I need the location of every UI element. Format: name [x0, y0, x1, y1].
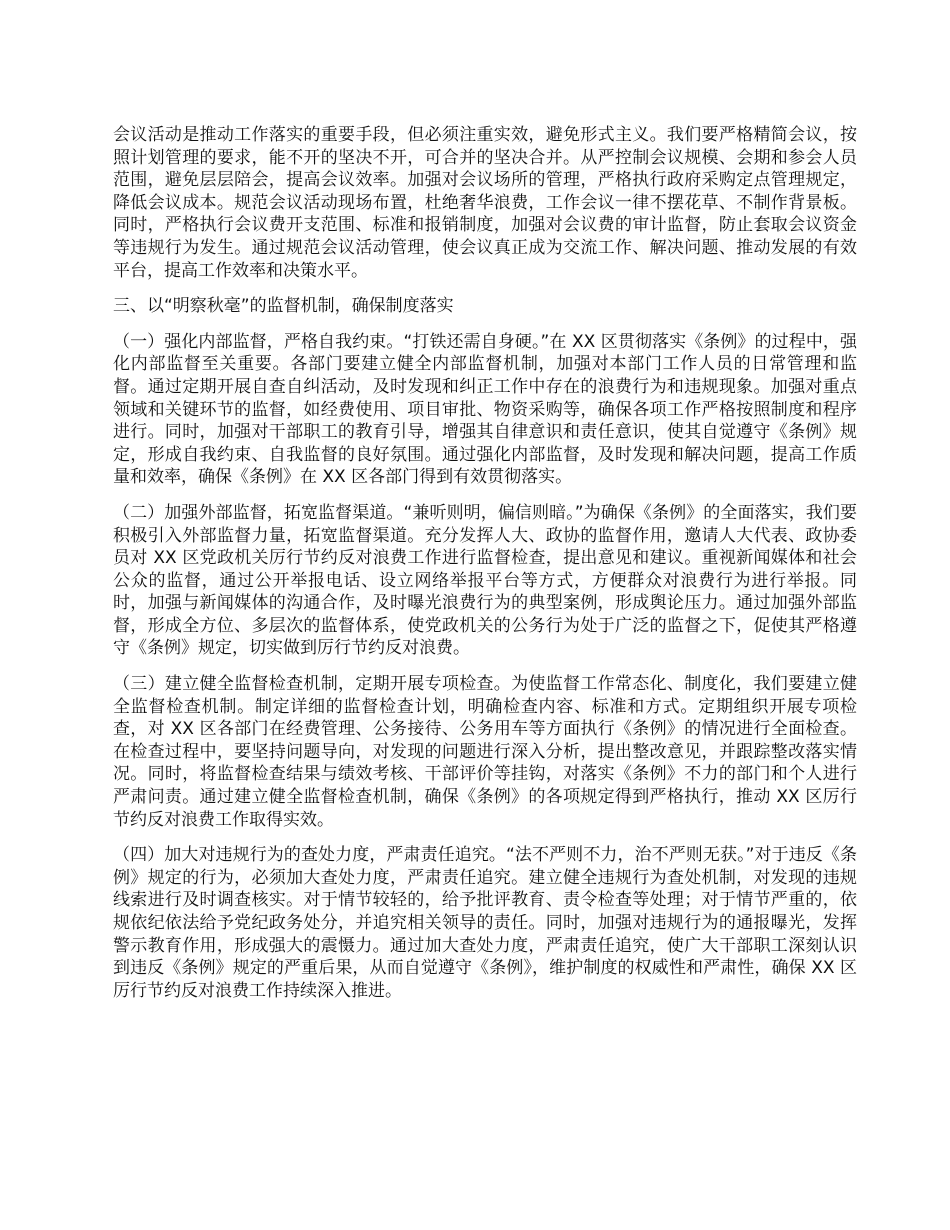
- paragraph-inspection-mechanism: （三）建立健全监督检查机制，定期开展专项检查。为使监督工作常态化、制度化，我们要建立健全监督检查机制。制定详细的监督检查计划，明确检查内容、标准和方式。定期组织开展专项检查，对 XX 区各部门在经费管理、公务接待、公务用车等方面执行《条例》的情况进行全面检查。在检查过程中，要坚持问题导向，对发现的问题进行深入分析，提出整改意见，并跟踪整改落实情况。同时，将监督检查结果与绩效考核、干部评价等挂钩，对落实《条例》不力的部门和个人进行严肃问责。通过建立健全监督检查机制，确保《条例》的各项规定得到严格执行，推动 XX 区厉行节约反对浪费工作取得实效。: [113, 674, 857, 830]
- section-heading-supervision: 三、以“明察秋毫”的监督机制，确保制度落实: [113, 296, 454, 317]
- paragraph-internal-supervision: （一）强化内部监督，严格自我约束。“打铁还需自身硬。”在 XX 区贯彻落实《条例》的过程中，强化内部监督至关重要。各部门要建立健全内部监督机制，加强对本部门工作人员的日常管理和监督。通过定期开展自查自纠活动，及时发现和纠正工作中存在的浪费行为和违规现象。加强对重点领域和关键环节的监督，如经费使用、项目审批、物资采购等，确保各项工作严格按照制度和程序进行。同时，加强对干部职工的教育引导，增强其自律意识和责任意识，使其自觉遵守《条例》规定，形成自我约束、自我监督的良好氛围。通过强化内部监督，及时发现和解决问题，提高工作质量和效率，确保《条例》在 XX 区各部门得到有效贯彻落实。: [113, 331, 857, 488]
- paragraph-violation-punishment: （四）加大对违规行为的查处力度，严肃责任追究。“法不严则不力，治不严则无获。”对于违反《条例》规定的行为，必须加大查处力度，严肃责任追究。建立健全违规行为查处机制，对发现的违规线索进行及时调查核实。对于情节较轻的，给予批评教育、责令检查等处理；对于情节严重的，依规依纪依法给予党纪政务处分，并追究相关领导的责任。同时，加强对违规行为的通报曝光，发挥警示教育作用，形成强大的震慑力。通过加大查处力度，严肃责任追究，使广大干部职工深刻认识到违反《条例》规定的严重后果，从而自觉遵守《条例》，维护制度的权威性和严肃性，确保 XX 区厉行节约反对浪费工作持续深入推进。: [113, 845, 857, 1001]
- document-body: [113, 124, 857, 1015]
- paragraph-meeting-management: 会议活动是推动工作落实的重要手段，但必须注重实效，避免形式主义。我们要严格精简会议，按照计划管理的要求，能不开的坚决不开，可合并的坚决合并。从严控制会议规模、会期和参会人员范围，避免层层陪会，提高会议效率。加强对会议场所的管理，严格执行政府采购定点管理规定，降低会议成本。规范会议活动现场布置，杜绝奢华浪费，工作会议一律不摆花草、不制作背景板。同时，严格执行会议费开支范围、标准和报销制度，加强对会议费的审计监督，防止套取会议资金等违规行为发生。通过规范会议活动管理，使会议真正成为交流工作、解决问题、推动发展的有效平台，提高工作效率和决策水平。: [113, 125, 857, 281]
- paragraph-external-supervision: （二）加强外部监督，拓宽监督渠道。“兼听则明，偏信则暗。”为确保《条例》的全面落实，我们要积极引入外部监督力量，拓宽监督渠道。充分发挥人大、政协的监督作用，邀请人大代表、政协委员对 XX 区党政机关厉行节约反对浪费工作进行监督检查，提出意见和建议。重视新闻媒体和社会公众的监督，通过公开举报电话、设立网络举报平台等方式，方便群众对浪费行为进行举报。同时，加强与新闻媒体的沟通合作，及时曝光浪费行为的典型案例，形成舆论压力。通过加强外部监督，形成全方位、多层次的监督体系，使党政机关的公务行为处于广泛的监督之下，促使其严格遵守《条例》规定，切实做到厉行节约反对浪费。: [113, 502, 857, 659]
